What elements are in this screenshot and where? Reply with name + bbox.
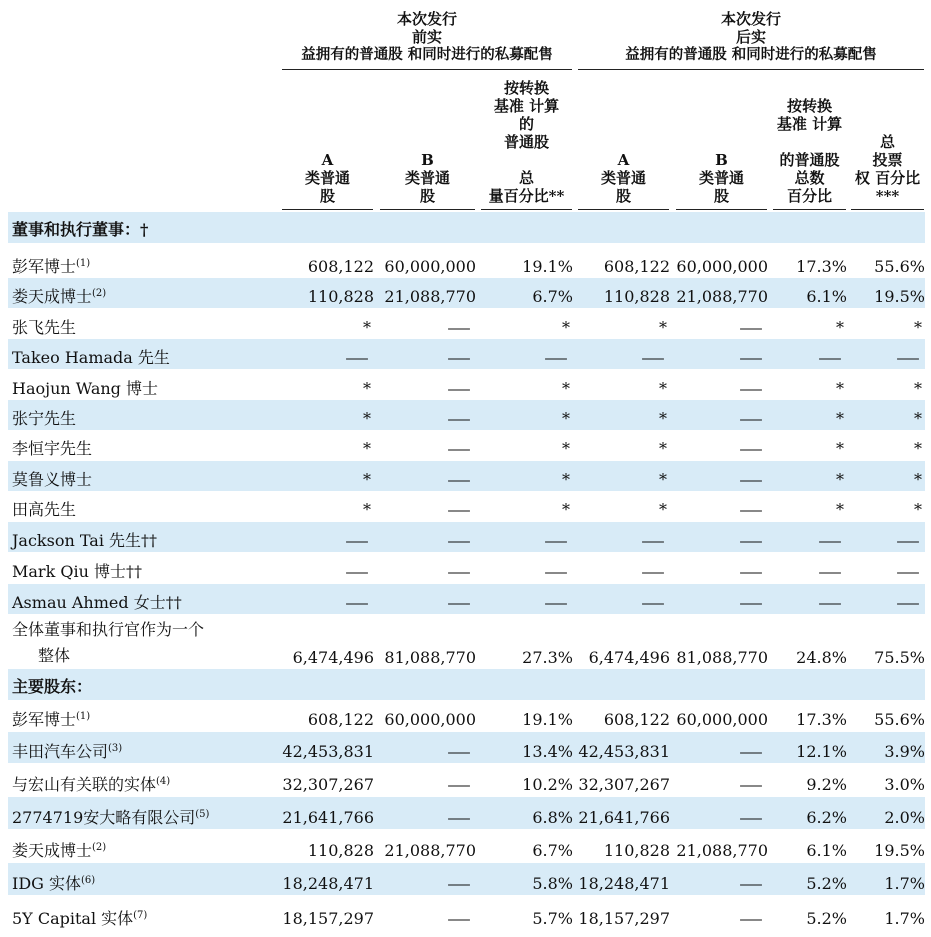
cell-a2: 18,157,297 (578, 909, 670, 928)
cell-a2: 21,641,766 (578, 808, 670, 827)
table-row (8, 278, 925, 308)
cell-b2: — (739, 742, 763, 761)
column-header-p2 (773, 97, 846, 205)
column-header-rule (773, 209, 846, 210)
cell-a2: 42,453,831 (578, 742, 670, 761)
cell-b1: — (447, 775, 471, 794)
footnote-marker: (1) (76, 711, 91, 722)
row-name-text: 张宁先生 (12, 409, 77, 428)
row-name-text: 张飞先生 (12, 318, 77, 337)
cell-b2: — (739, 318, 763, 337)
cell-a1: * (363, 409, 371, 428)
cell-p1: — (544, 531, 568, 550)
cell-p2: 6.2% (806, 808, 847, 827)
row-name (12, 805, 209, 828)
cell-p2: * (836, 439, 844, 458)
cell-b1: — (447, 909, 471, 928)
cell-a2: * (659, 500, 667, 519)
group-after-line3: 益拥有的普通股 和同时进行的私募配售 (625, 46, 877, 63)
row-name-text: 丰田汽车公司 (12, 742, 109, 761)
row-name-text: 2774719安大略有限公司 (12, 808, 196, 827)
cell-a1: — (345, 593, 369, 612)
row-name (12, 406, 76, 429)
cell-b1: — (447, 318, 471, 337)
cell-p2: 5.2% (806, 909, 847, 928)
cell-b2: — (739, 409, 763, 428)
cell-v: * (914, 439, 922, 458)
column-header-line: A (321, 151, 334, 169)
group-after-line1: 本次发行 (720, 10, 781, 28)
cell-a2: 6,474,496 (588, 648, 670, 667)
cell-a1: — (345, 562, 369, 581)
row-name (12, 906, 147, 929)
footnote-marker: (6) (81, 875, 96, 886)
row-name-text: 彭军博士 (12, 710, 77, 729)
group-header-before (282, 10, 572, 64)
cell-a1: * (363, 379, 371, 398)
cell-a1: * (363, 500, 371, 519)
cell-p1: 5.8% (532, 874, 573, 893)
cell-p2: * (836, 500, 844, 519)
cell-a2: 110,828 (603, 287, 670, 306)
column-header-line: 类普通 (304, 169, 350, 187)
column-header-line: 量百分比** (488, 187, 565, 205)
table-row (8, 491, 925, 521)
cell-b1: — (447, 409, 471, 428)
column-header-v (851, 133, 924, 205)
cell-a1: * (363, 470, 371, 489)
group-after-line2: 后实 (735, 28, 766, 46)
column-header-line: B (715, 151, 728, 169)
column-header-line: 基准 计算 (493, 97, 560, 115)
cell-p2: — (818, 562, 842, 581)
cell-a1: 32,307,267 (282, 775, 374, 794)
cell-v: 1.7% (884, 909, 925, 928)
cell-p2: — (818, 593, 842, 612)
section-holders-label: 主要股东： (12, 677, 93, 696)
cell-a1: 18,157,297 (282, 909, 374, 928)
column-header-b2 (676, 151, 767, 205)
cell-v: 1.7% (884, 874, 925, 893)
row-name-text: 5Y Capital 实体 (12, 909, 134, 928)
cell-b1: 60,000,000 (384, 710, 476, 729)
cell-v: — (896, 531, 920, 550)
cell-b2: — (739, 470, 763, 489)
cell-a2: * (659, 379, 667, 398)
column-header-rule (676, 209, 767, 210)
row-name-text: 李恒宇先生 (12, 439, 93, 458)
table-row (8, 309, 925, 339)
cell-a2: * (659, 409, 667, 428)
column-header-p1 (481, 79, 572, 205)
column-header-line: 类普通 (600, 169, 646, 187)
column-header-a1 (282, 151, 373, 205)
column-header-line: 股 (615, 187, 631, 205)
cell-p1: * (562, 409, 570, 428)
cell-b2: 81,088,770 (676, 648, 768, 667)
column-header-line: 类普通 (698, 169, 744, 187)
cell-p2: 24.8% (796, 648, 847, 667)
row-name (12, 345, 170, 368)
column-header-rule (481, 209, 572, 210)
cell-b2: 60,000,000 (676, 257, 768, 276)
cell-p1: 19.1% (522, 257, 573, 276)
cell-v: — (896, 562, 920, 581)
cell-p2: 12.1% (796, 742, 847, 761)
cell-v: — (896, 593, 920, 612)
column-header-a2 (578, 151, 669, 205)
cell-b2: — (739, 909, 763, 928)
cell-a2: 608,122 (603, 257, 670, 276)
cell-v: 2.0% (884, 808, 925, 827)
cell-p2: 17.3% (796, 710, 847, 729)
group-before-rule (282, 69, 572, 70)
cell-a1: * (363, 318, 371, 337)
cell-v: * (914, 379, 922, 398)
row-name-text: 娄天成博士 (12, 287, 93, 306)
column-header-line (773, 133, 846, 151)
row-name (12, 838, 106, 861)
cell-v: 55.6% (874, 710, 925, 729)
column-header-line: *** (875, 187, 900, 205)
cell-a1: 42,453,831 (282, 742, 374, 761)
table-row (8, 461, 925, 491)
cell-p2: 5.2% (806, 874, 847, 893)
row-name-text: Mark Qiu 博士†† (12, 562, 142, 581)
row-name-text: 莫鲁义博士 (12, 470, 93, 489)
cell-b1: — (447, 439, 471, 458)
row-name (12, 528, 157, 551)
row-name-line2: 整体 (38, 646, 71, 665)
cell-b2: — (739, 808, 763, 827)
cell-a1: 21,641,766 (282, 808, 374, 827)
cell-a2: * (659, 439, 667, 458)
column-header-rule (282, 209, 373, 210)
row-name (12, 590, 182, 613)
row-name-text: 彭军博士 (12, 257, 77, 276)
table-row (8, 797, 925, 829)
row-name-line1: 全体董事和执行官作为一个 (12, 620, 205, 639)
row-name-text: Asmau Ahmed 女士†† (12, 593, 182, 612)
cell-p2: 6.1% (806, 841, 847, 860)
column-header-line: 基准 计算 (776, 115, 843, 133)
cell-p2: 6.1% (806, 287, 847, 306)
cell-b1: — (447, 348, 471, 367)
cell-p1: 13.4% (522, 742, 573, 761)
table-row (8, 400, 925, 430)
cell-p2: * (836, 379, 844, 398)
cell-p2: — (818, 531, 842, 550)
row-name (12, 559, 142, 582)
column-header-line: 总 (518, 169, 534, 187)
column-header-line: 的普通股 (779, 151, 840, 169)
row-name (12, 497, 76, 520)
table-row (8, 430, 925, 460)
cell-p2: — (818, 348, 842, 367)
column-header-line: 百分比 (786, 187, 832, 205)
row-name-text: Haojun Wang 博士 (12, 379, 159, 398)
cell-a1: 110,828 (307, 841, 374, 860)
table-row (8, 248, 925, 278)
cell-p1: 6.7% (532, 287, 573, 306)
row-name (12, 772, 170, 795)
footnote-marker: (4) (156, 776, 171, 787)
row-name (12, 254, 90, 277)
column-header-line: 股 (713, 187, 729, 205)
cell-v: 19.5% (874, 841, 925, 860)
cell-b1: — (447, 531, 471, 550)
cell-v: 75.5% (874, 648, 925, 667)
cell-b1: — (447, 874, 471, 893)
table-row (8, 732, 925, 763)
row-name (12, 436, 92, 459)
cell-p1: — (544, 348, 568, 367)
cell-a1: 608,122 (307, 257, 374, 276)
cell-a1: 18,248,471 (282, 874, 374, 893)
row-name (12, 739, 122, 762)
row-name-text: Takeo Hamada 先生 (12, 348, 170, 367)
cell-b2: — (739, 348, 763, 367)
cell-b2: — (739, 500, 763, 519)
column-header-line: A (617, 151, 630, 169)
cell-b2: — (739, 874, 763, 893)
cell-b1: 21,088,770 (384, 287, 476, 306)
footnote-marker: (5) (195, 809, 210, 820)
cell-v: * (914, 409, 922, 428)
column-header-line: 股 (319, 187, 335, 205)
group-after-rule (578, 69, 924, 70)
cell-b1: 21,088,770 (384, 841, 476, 860)
table-row (8, 339, 925, 369)
cell-a1: * (363, 439, 371, 458)
table-row (8, 863, 925, 895)
cell-a1: 608,122 (307, 710, 374, 729)
column-header-line: 按转换 (786, 97, 832, 115)
section-directors (8, 212, 925, 243)
cell-p1: 5.7% (532, 909, 573, 928)
cell-p1: 6.8% (532, 808, 573, 827)
cell-v: * (914, 318, 922, 337)
cell-v: * (914, 500, 922, 519)
cell-v: — (896, 348, 920, 367)
column-header-line: B (421, 151, 434, 169)
column-header-line: 类普通 (404, 169, 450, 187)
cell-p2: 9.2% (806, 775, 847, 794)
cell-b1: 60,000,000 (384, 257, 476, 276)
footnote-marker: (2) (92, 288, 107, 299)
row-name (12, 376, 158, 399)
table-row (8, 830, 925, 862)
cell-p2: 17.3% (796, 257, 847, 276)
cell-p1: — (544, 593, 568, 612)
group-before-line3: 益拥有的普通股 和同时进行的私募配售 (301, 46, 553, 63)
cell-b1: — (447, 593, 471, 612)
column-header-line: 普通股 (503, 133, 549, 151)
cell-b2: — (739, 439, 763, 458)
table-row (8, 584, 925, 614)
table-row (8, 553, 925, 583)
cell-a2: 18,248,471 (578, 874, 670, 893)
cell-a2: — (641, 593, 665, 612)
group-header-after (578, 10, 924, 64)
footnote-marker: (7) (133, 910, 148, 921)
row-name (12, 467, 92, 490)
footnote-marker: (3) (108, 743, 123, 754)
table-row (8, 615, 925, 669)
table-row (8, 764, 925, 796)
table-row (8, 370, 925, 400)
cell-p1: * (562, 439, 570, 458)
cell-v: * (914, 470, 922, 489)
cell-p1: * (562, 470, 570, 489)
cell-a1: — (345, 348, 369, 367)
cell-b1: — (447, 379, 471, 398)
cell-b1: — (447, 742, 471, 761)
table-row (8, 896, 925, 930)
row-name (12, 617, 204, 669)
cell-p1: 6.7% (532, 841, 573, 860)
cell-p2: * (836, 409, 844, 428)
table-row (8, 522, 925, 552)
table-row (8, 701, 925, 731)
cell-b2: — (739, 562, 763, 581)
cell-a2: 608,122 (603, 710, 670, 729)
cell-b1: — (447, 470, 471, 489)
column-header-b1 (380, 151, 475, 205)
cell-a2: 32,307,267 (578, 775, 670, 794)
cell-b2: — (739, 379, 763, 398)
section-holders (8, 669, 925, 700)
row-name (12, 284, 106, 307)
cell-v: 3.9% (884, 742, 925, 761)
cell-a2: 110,828 (603, 841, 670, 860)
cell-b2: 21,088,770 (676, 841, 768, 860)
cell-b1: — (447, 808, 471, 827)
cell-p1: * (562, 379, 570, 398)
section-directors-label: 董事和执行董事：† (12, 220, 149, 239)
row-name-text: 与宏山有关联的实体 (12, 775, 157, 794)
cell-p1: * (562, 318, 570, 337)
column-header-rule (578, 209, 669, 210)
cell-p1: 19.1% (522, 710, 573, 729)
cell-a2: * (659, 470, 667, 489)
column-header-line: 股 (419, 187, 435, 205)
cell-p2: * (836, 470, 844, 489)
row-name (12, 707, 90, 730)
cell-a2: — (641, 531, 665, 550)
column-header-line: 总数 (794, 169, 825, 187)
cell-b1: 81,088,770 (384, 648, 476, 667)
cell-a2: — (641, 348, 665, 367)
cell-a2: — (641, 562, 665, 581)
column-header-line: 的 (518, 115, 534, 133)
cell-a1: — (345, 531, 369, 550)
footnote-marker: (2) (92, 842, 107, 853)
row-name-text: Jackson Tai 先生†† (12, 531, 158, 550)
group-before-line1: 本次发行 (396, 10, 457, 28)
cell-b2: — (739, 531, 763, 550)
column-header-line: 总 (879, 133, 895, 151)
cell-v: 19.5% (874, 287, 925, 306)
cell-p1: 10.2% (522, 775, 573, 794)
column-header-line: 按转换 (503, 79, 549, 97)
cell-b1: — (447, 562, 471, 581)
cell-a1: 6,474,496 (292, 648, 374, 667)
row-name-text: 娄天成博士 (12, 841, 93, 860)
row-name-text: IDG 实体 (12, 874, 82, 893)
column-header-line: 权 百分比 (854, 169, 921, 187)
column-header-line: 投票 (872, 151, 903, 169)
cell-p2: * (836, 318, 844, 337)
cell-p1: 27.3% (522, 648, 573, 667)
column-header-rule (851, 209, 924, 210)
cell-a2: * (659, 318, 667, 337)
cell-b2: 21,088,770 (676, 287, 768, 306)
cell-p1: — (544, 562, 568, 581)
cell-v: 3.0% (884, 775, 925, 794)
cell-p1: * (562, 500, 570, 519)
cell-a1: 110,828 (307, 287, 374, 306)
cell-b2: — (739, 775, 763, 794)
cell-b1: — (447, 500, 471, 519)
row-name (12, 871, 95, 894)
row-name (12, 315, 76, 338)
cell-v: 55.6% (874, 257, 925, 276)
group-before-line2: 前实 (411, 28, 442, 46)
row-name-text: 田高先生 (12, 500, 77, 519)
column-header-rule (380, 209, 475, 210)
column-header-line (481, 151, 572, 169)
footnote-marker: (1) (76, 258, 91, 269)
cell-b2: — (739, 593, 763, 612)
cell-b2: 60,000,000 (676, 710, 768, 729)
